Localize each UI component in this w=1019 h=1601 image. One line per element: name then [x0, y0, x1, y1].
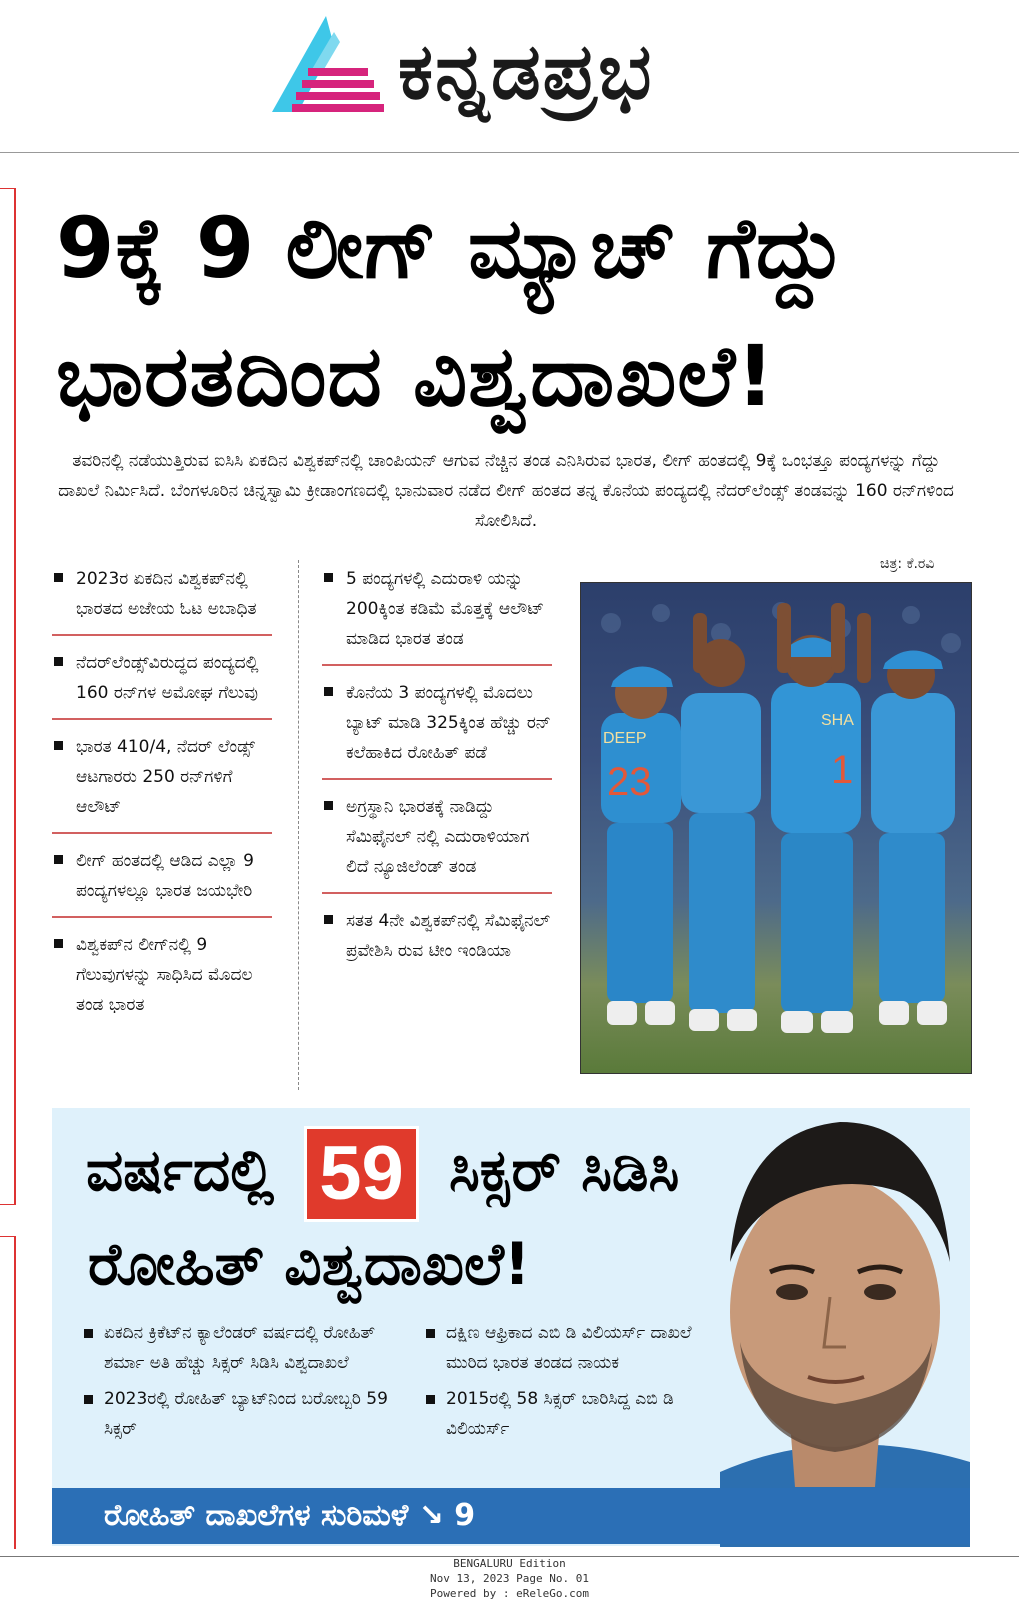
list-item	[426, 1384, 706, 1444]
bullet-text: ಏಕದಿನ ಕ್ರಿಕೆಟ್‌ನ ಕ್ಯಾಲೆಂಡರ್ ವರ್ಷದಲ್ಲಿ ರೋಹಿತ್ ಶರ್ಮಾ ಅತಿ ಹೆಚ್ಚು ಸಿಕ್ಸರ್ ಸಿಡಿಸಿ ವಿಶ್ವದಾಖಲೆ	[104, 1323, 376, 1373]
rohit-subhead-line2: ರೋಹಿತ್ ವಿಶ್ವದಾಖಲೆ!	[88, 1230, 531, 1298]
footer-date-page: Nov 13, 2023 Page No. 01	[430, 1572, 589, 1585]
bullet-square-icon	[54, 741, 63, 750]
rohit-records-strip-text[interactable]: ರೋಹಿತ್ ದಾಖಲೆಗಳ ಸುರಿಮಳೆ ↘ 9	[104, 1498, 476, 1533]
bullet-text: 2023ರಲ್ಲಿ ರೋಹಿತ್ ಬ್ಯಾಟ್‌ನಿಂದ ಬರೋಬ್ಬರಿ 59 ಸಿಕ್ಸರ್	[104, 1389, 388, 1439]
team-celebration-photo[interactable]	[580, 582, 972, 1074]
bullet-text: 2015ರಲ್ಲಿ 58 ಸಿಕ್ಸರ್ ಬಾರಿಸಿದ್ದ ಎಬಿ ಡಿ ವಿಲಿಯರ್ಸ್	[446, 1389, 674, 1439]
bullet-square-icon	[84, 1329, 93, 1338]
bullet-text: 5 ಪಂದ್ಯಗಳಲ್ಲಿ ಎದುರಾಳಿ ಯನ್ನು 200ಕ್ಕಿಂತ ಕಡಿಮೆ ಮೊತ್ತಕ್ಕೆ ಆಲೌಟ್ ಮಾಡಿದ ಭಾರತ ತಂಡ	[346, 569, 545, 649]
bullet-square-icon	[54, 573, 63, 582]
bullet-text: ಭಾರತ 410/4, ನೆದರ್ ಲೆಂಡ್ಸ್ ಆಟಗಾರರು 250 ರನ್‌ಗಳಿಗೆ ಆಲೌಟ್	[76, 737, 256, 817]
list-item	[84, 1384, 394, 1444]
footer-powered-by[interactable]: Powered by : eReleGo.com	[430, 1587, 589, 1600]
bullet-list-middle	[322, 560, 552, 984]
bullet-square-icon	[324, 573, 333, 582]
bullet-square-icon	[54, 657, 63, 666]
headline-line2: ಭಾರತದಿಂದ ವಿಶ್ವದಾಖಲೆ!	[56, 327, 776, 425]
page-footer	[0, 1556, 1019, 1601]
bullet-square-icon	[426, 1395, 435, 1404]
bullet-text: ಅಗ್ರಸ್ಥಾನಿ ಭಾರತಕ್ಕೆ ನಾಡಿದ್ದು ಸೆಮಿಫೈನಲ್ ನಲ್ಲಿ ಎದುರಾಳಿಯಾಗ ಲಿದೆ ನ್ಯೂಜಿಲೆಂಡ್ ತಂಡ	[346, 797, 530, 877]
bullet-square-icon	[54, 939, 63, 948]
photo-credit: ಚಿತ್ರ: ಕೆ.ರವಿ	[880, 556, 935, 572]
bullet-list-left	[52, 560, 272, 1038]
left-margin-rule	[0, 1236, 16, 1549]
list-item	[322, 902, 552, 976]
footer-edition: BENGALURU Edition	[453, 1557, 566, 1570]
list-item	[52, 560, 272, 636]
jersey-name-text: DEEP	[603, 730, 647, 747]
list-item	[322, 788, 552, 894]
column-divider	[298, 560, 299, 1090]
bullet-text: ವಿಶ್ವಕಪ್‌ನ ಲೀಗ್‌ನಲ್ಲಿ 9 ಗೆಲುವುಗಳನ್ನು ಸಾಧಿಸಿದ ಮೊದಲ ತಂಡ ಭಾರತ	[76, 935, 253, 1015]
left-margin-rule	[0, 188, 16, 1205]
rohit-subhead-line1	[86, 1126, 679, 1222]
subhead-post-text: ಸಿಕ್ಸರ್ ಸಿಡಿಸಿ	[449, 1136, 680, 1205]
bullet-square-icon	[324, 687, 333, 696]
list-item	[426, 1318, 706, 1378]
bullet-text: ದಕ್ಷಿಣ ಆಫ್ರಿಕಾದ ಎಬಿ ಡಿ ವಿಲಿಯರ್ಸ್ ದಾಖಲೆ ಮುರಿದ ಭಾರತ ತಂಡದ ನಾಯಕ	[446, 1323, 692, 1373]
list-item	[52, 926, 272, 1030]
bullet-square-icon	[426, 1329, 435, 1338]
rohit-portrait-photo[interactable]	[700, 1092, 970, 1547]
bullet-text: ಕೊನೆಯ 3 ಪಂದ್ಯಗಳಲ್ಲಿ ಮೊದಲು ಬ್ಯಾಟ್ ಮಾಡಿ 325ಕ್ಕಿಂತ ಹೆಚ್ಚು ರನ್ ಕಲೆಹಾಕಿದ ರೋಹಿತ್ ಪಡೆ	[346, 683, 551, 763]
sixes-count-badge: 59	[304, 1126, 419, 1222]
list-item	[84, 1318, 394, 1378]
list-item	[52, 842, 272, 918]
rohit-bullet-list-left	[84, 1318, 394, 1450]
subhead-pre-text: ವರ್ಷದಲ್ಲಿ	[86, 1136, 275, 1205]
headline-line1: 9ಕ್ಕೆ 9 ಲೀಗ್ ಮ್ಯಾಚ್ ಗೆದ್ದು	[56, 199, 846, 297]
bullet-text: 2023ರ ಏಕದಿನ ವಿಶ್ವಕಪ್‌ನಲ್ಲಿ ಭಾರತದ ಅಜೇಯ ಓಟ ಅಬಾಧಿತ	[76, 569, 257, 619]
masthead-title[interactable]: ಕನ್ನಡಪ್ರಭ	[398, 27, 654, 117]
list-item	[52, 728, 272, 834]
rohit-bullet-list-right	[426, 1318, 706, 1450]
list-item	[322, 560, 552, 666]
bullet-text: ಸತತ 4ನೇ ವಿಶ್ವಕಪ್‌ನಲ್ಲಿ ಸೆಮಿಫೈನಲ್ ಪ್ರವೇಶಿಸಿ ರುವ ಟೀಂ ಇಂಡಿಯಾ	[346, 911, 551, 961]
list-item	[52, 644, 272, 720]
bullet-text: ನೆದರ್‌ಲೆಂಡ್ಸ್‌ವಿರುದ್ಧದ ಪಂದ್ಯದಲ್ಲಿ 160 ರನ್‌ಗಳ ಅಮೋಘ ಗೆಲುವು	[76, 653, 259, 703]
jersey-number-text: 23	[607, 760, 652, 804]
bullet-square-icon	[324, 915, 333, 924]
triangle-logo-icon	[268, 12, 388, 116]
players-illustration	[581, 583, 971, 1073]
jersey-number-text: 1	[831, 748, 854, 792]
jersey-name-text: SHA	[821, 712, 854, 729]
bullet-square-icon	[54, 855, 63, 864]
list-item	[322, 674, 552, 780]
intro-paragraph: ತವರಿನಲ್ಲಿ ನಡೆಯುತ್ತಿರುವ ಐಸಿಸಿ ಏಕದಿನ ವಿಶ್ವಕಪ್‌ನಲ್ಲಿ ಚಾಂಪಿಯನ್ ಆಗುವ ನೆಚ್ಚಿನ ತಂಡ ಎನಿಸಿರುವ ಭಾರತ, ಲೀಗ್ ಹಂತದಲ್ಲಿ 9ಕ್ಕೆ ಒಂಭತ್ತೂ ಪಂದ್ಯಗಳನ್ನು ಗೆದ್ದು ದಾಖಲೆ ನಿರ್ಮಿಸಿದೆ. ಬೆಂಗಳೂರಿನ ಚಿನ್ನಸ್ವಾಮಿ ಕ್ರೀಡಾಂಗಣದಲ್ಲಿ ಭಾನುವಾರ ನಡೆದ ಲೀಗ್ ಹಂತದ ತನ್ನ ಕೊನೆಯ ಪಂದ್ಯದಲ್ಲಿ ನೆದರ್‌ಲೆಂಡ್ಸ್ ತಂಡವನ್ನು 160 ರನ್‌ಗಳಿಂದ ಸೋಲಿಸಿದೆ.	[58, 451, 954, 531]
bullet-square-icon	[84, 1395, 93, 1404]
bullet-square-icon	[324, 801, 333, 810]
bullet-text: ಲೀಗ್ ಹಂತದಲ್ಲಿ ಆಡಿದ ಎಲ್ಲಾ 9 ಪಂದ್ಯಗಳಲ್ಲೂ ಭಾರತ ಜಯಭೇರಿ	[76, 851, 254, 901]
